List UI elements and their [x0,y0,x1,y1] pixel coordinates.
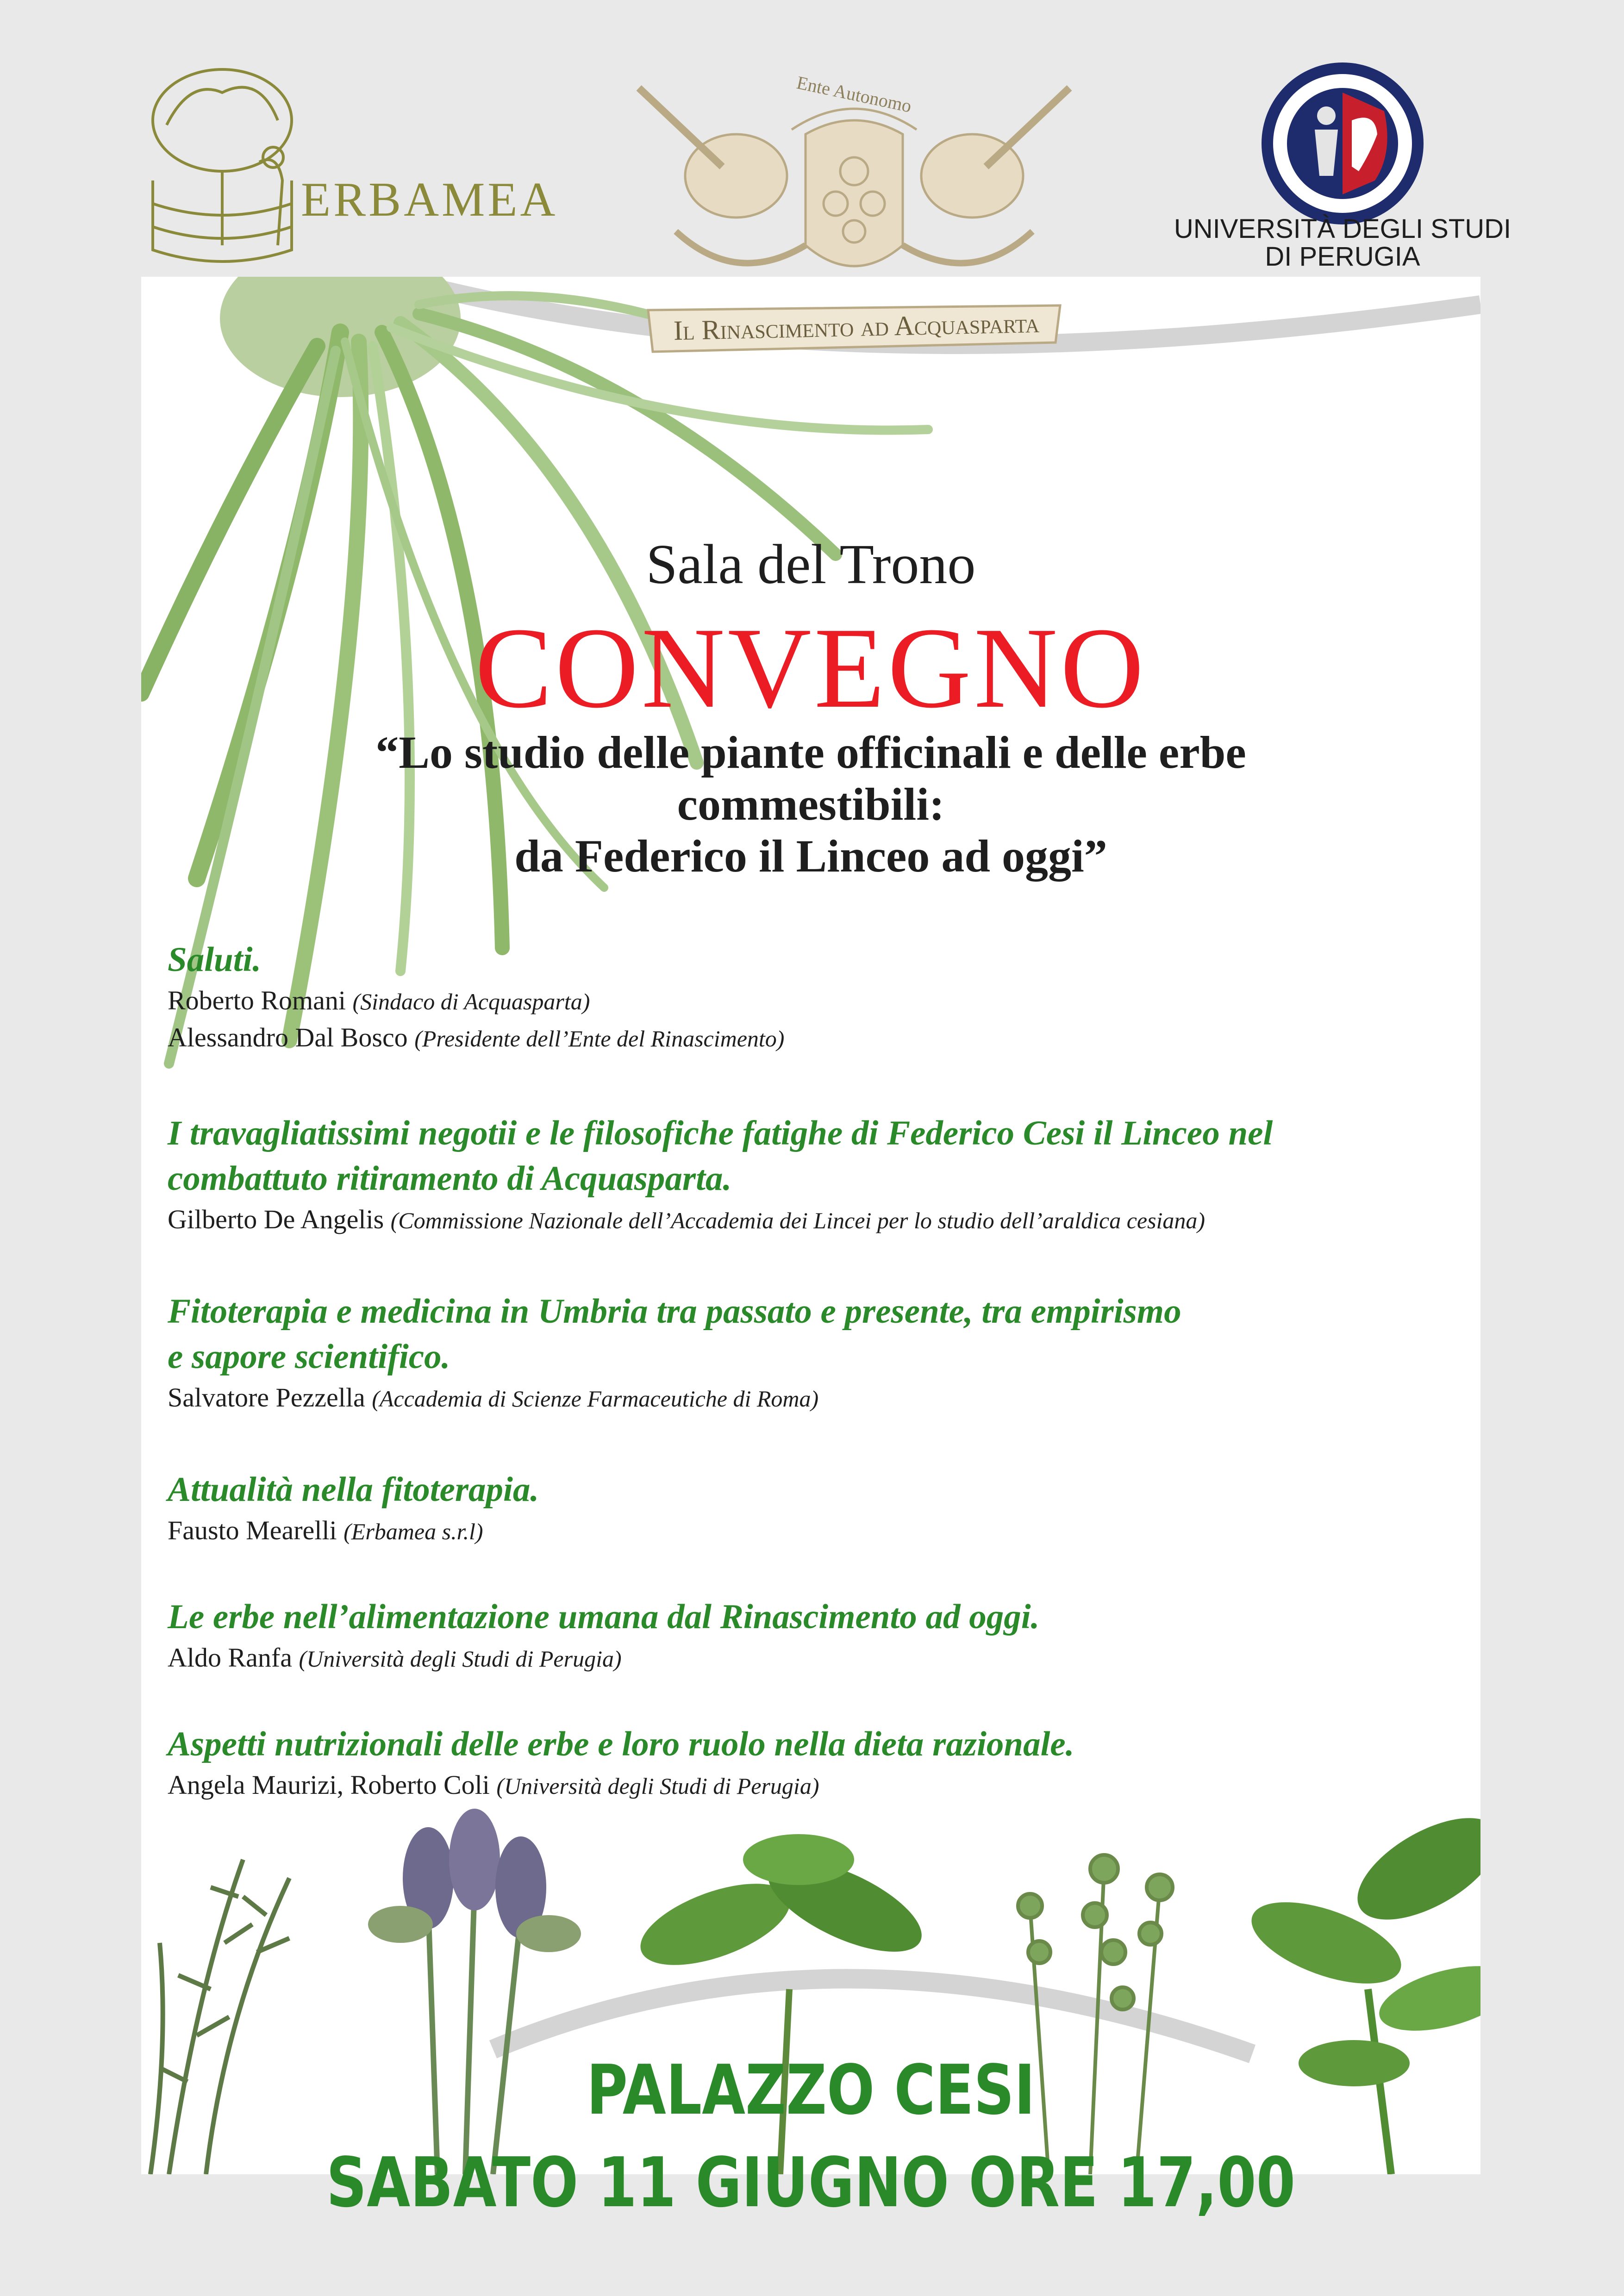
session-title: Le erbe nell’alimentazione umana dal Rinascimento ad oggi. [168,1598,1040,1636]
speaker-name: Salvatore Pezzella [168,1382,365,1412]
speaker-line [168,1640,1464,1677]
program-session [168,937,1464,1057]
university-seal-icon [1259,60,1426,227]
topic-title [141,727,1480,882]
speaker-affiliation: (Sindaco di Acquasparta) [352,989,590,1014]
speaker-line [168,983,1464,1020]
speaker-name: Angela Maurizi, Roberto Coli [168,1770,490,1800]
erbamea-logo-icon [139,51,398,268]
speaker-affiliation: (Erbamea s.r.l) [344,1518,483,1544]
university-name-line1: UNIVERSITÀ DEGLI STUDI [1174,214,1512,244]
session-title: Attualità nella fitoterapia. [168,1470,539,1509]
program-session [168,1289,1464,1417]
university-name [1171,215,1514,271]
speaker-name: Fausto Mearelli [168,1515,337,1545]
speaker-line [168,1201,1464,1238]
erbamea-wordmark: ERBAMEA [301,172,558,226]
ente-top-label: Ente Autonomo [794,72,914,117]
session-title: combattuto ritiramento di Acquasparta. [168,1159,732,1198]
footer-swoosh [493,1979,1252,2054]
session-title: e sapore scientifico. [168,1338,450,1376]
program-session [168,1111,1464,1238]
speaker-affiliation: (Università degli Studi di Perugia) [299,1646,622,1672]
speaker-affiliation: (Presidente dell’Ente del Rinascimento) [414,1026,785,1052]
session-title: I travagliatissimi negotii e le filosofiche fatighe di Federico Cesi il Linceo nel [168,1114,1273,1152]
footer-place: PALAZZO CESI [587,2050,1035,2130]
footer-date: SABATO 11 GIUGNO ORE 17,00 [326,2143,1296,2222]
speaker-name: Gilberto De Angelis [168,1204,384,1234]
speaker-name: Alessandro Dal Bosco [168,1022,408,1052]
session-title: Saluti. [168,940,262,979]
venue-title: Sala del Trono [646,533,976,596]
speaker-line [168,1512,1464,1549]
topic-line-3: da Federico il Linceo ad oggi” [514,830,1107,882]
program-session [168,1467,1464,1549]
speaker-name: Roberto Romani [168,985,346,1015]
university-name-line2: DI PERUGIA [1265,242,1420,272]
program-session [168,1594,1464,1677]
event-title: CONVEGNO [475,604,1147,732]
speaker-name: Aldo Ranfa [168,1643,292,1673]
session-title: Fitoterapia e medicina in Umbria tra passato e presente, tra empirismo [168,1292,1181,1331]
speaker-line [168,1020,1464,1057]
topic-line-2: commestibili: [677,778,945,830]
ente-rinascimento-logo [583,28,1125,361]
speaker-line [168,1767,1464,1804]
program-session [168,1722,1464,1804]
session-title: Aspetti nutrizionali delle erbe e loro ruolo nella dieta razionale. [168,1725,1074,1763]
topic-line-1: “Lo studio delle piante officinali e delle erbe [375,727,1246,778]
speaker-affiliation: (Accademia di Scienze Farmaceutiche di Roma) [372,1386,819,1412]
speaker-line [168,1380,1464,1417]
speaker-affiliation: (Commissione Nazionale dell’Accademia dei Lincei per lo studio dell’araldica cesiana) [390,1207,1206,1233]
speaker-affiliation: (Università degli Studi di Perugia) [496,1773,819,1799]
ente-banner-label: Il Rinascimento ad Acquasparta [673,307,1040,346]
